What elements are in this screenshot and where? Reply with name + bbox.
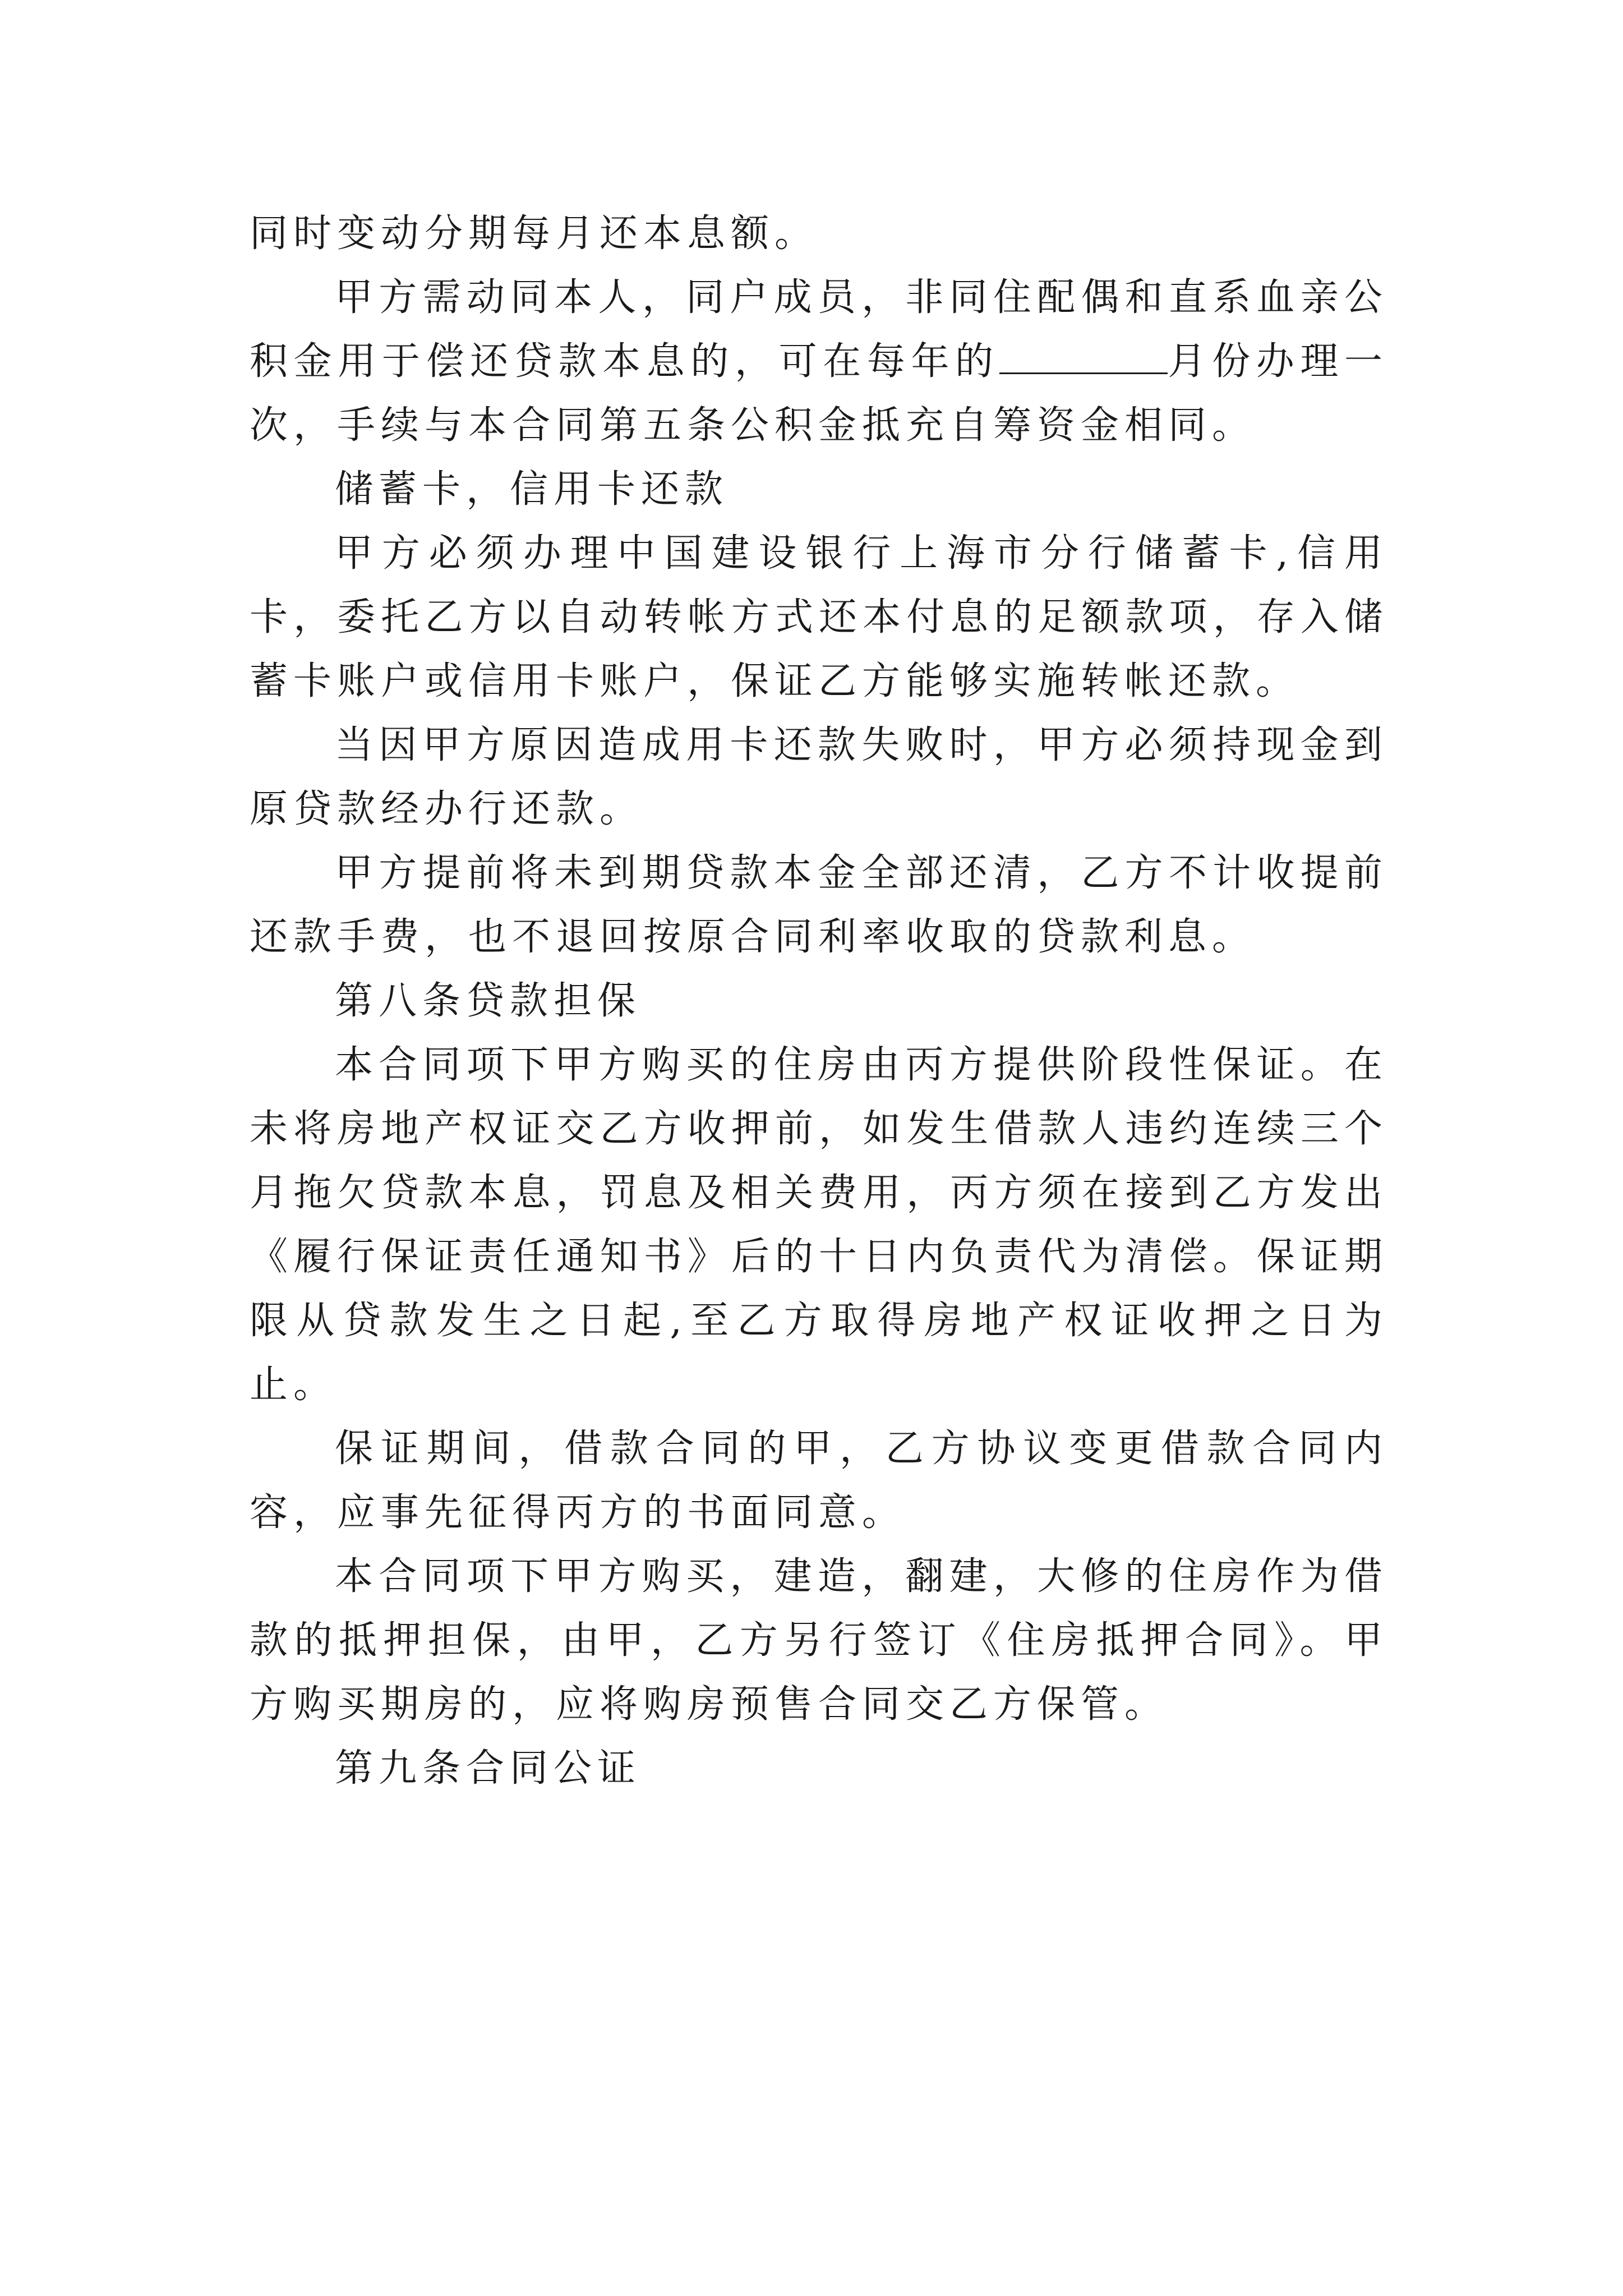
document-body [250,202,1388,1801]
heading-article-9: 第九条合同公证 [335,1746,642,1791]
paragraph-mortgage: 本合同项下甲方购买，建造，翻建，大修的住房作为借款的抵押担保，由甲，乙方另行签订《住房抵押合同》。甲方购买期房的，应将购房预售合同交乙方保管。 [250,1554,1388,1727]
paragraph-guarantee-period: 保证期间，借款合同的甲，乙方协议变更借款合同内容，应事先征得丙方的书面同意。 [250,1427,1388,1535]
paragraph-early-repayment: 甲方提前将未到期贷款本金全部还清，乙方不计收提前还款手费，也不退回按原合同利率收取的贷款利息。 [250,851,1388,959]
paragraph-provident-fund-text-before: 甲方需动同本人，同户成员，非同住配偶和直系血亲公积金用于偿还贷款本息的，可在每年的 [250,275,1388,384]
heading-article-8: 第八条贷款担保 [335,979,642,1023]
paragraph-card-failure: 当因甲方原因造成用卡还款失败时，甲方必须持现金到原贷款经办行还款。 [250,723,1388,831]
paragraph-provident-fund [250,266,1388,458]
paragraph-provident-fund-text-after: 月份办理一次，手续与本合同第五条公积金抵充自筹资金相同。 [250,339,1388,448]
month-blank-line [999,339,1168,374]
heading-card-repayment: 储蓄卡，信用卡还款 [335,467,729,512]
paragraph-card-requirement: 甲方必须办理中国建设银行上海市分行储蓄卡,信用卡，委托乙方以自动转帐方式还本付息的足额款项，存入储蓄卡账户或信用卡账户，保证乙方能够实施转帐还款。 [250,531,1388,703]
paragraph-guarantee: 本合同项下甲方购买的住房由丙方提供阶段性保证。在未将房地产权证交乙方收押前，如发生借款人违约连续三个月拖欠贷款本息，罚息及相关费用，丙方须在接到乙方发出《履行保证责任通知书》后的十日内负责代为清偿。保证期限从贷款发生之日起,至乙方取得房地产权证收押之日为止。 [250,1043,1388,1407]
paragraph-repayment-change: 同时变动分期每月还本息额。 [250,211,819,256]
